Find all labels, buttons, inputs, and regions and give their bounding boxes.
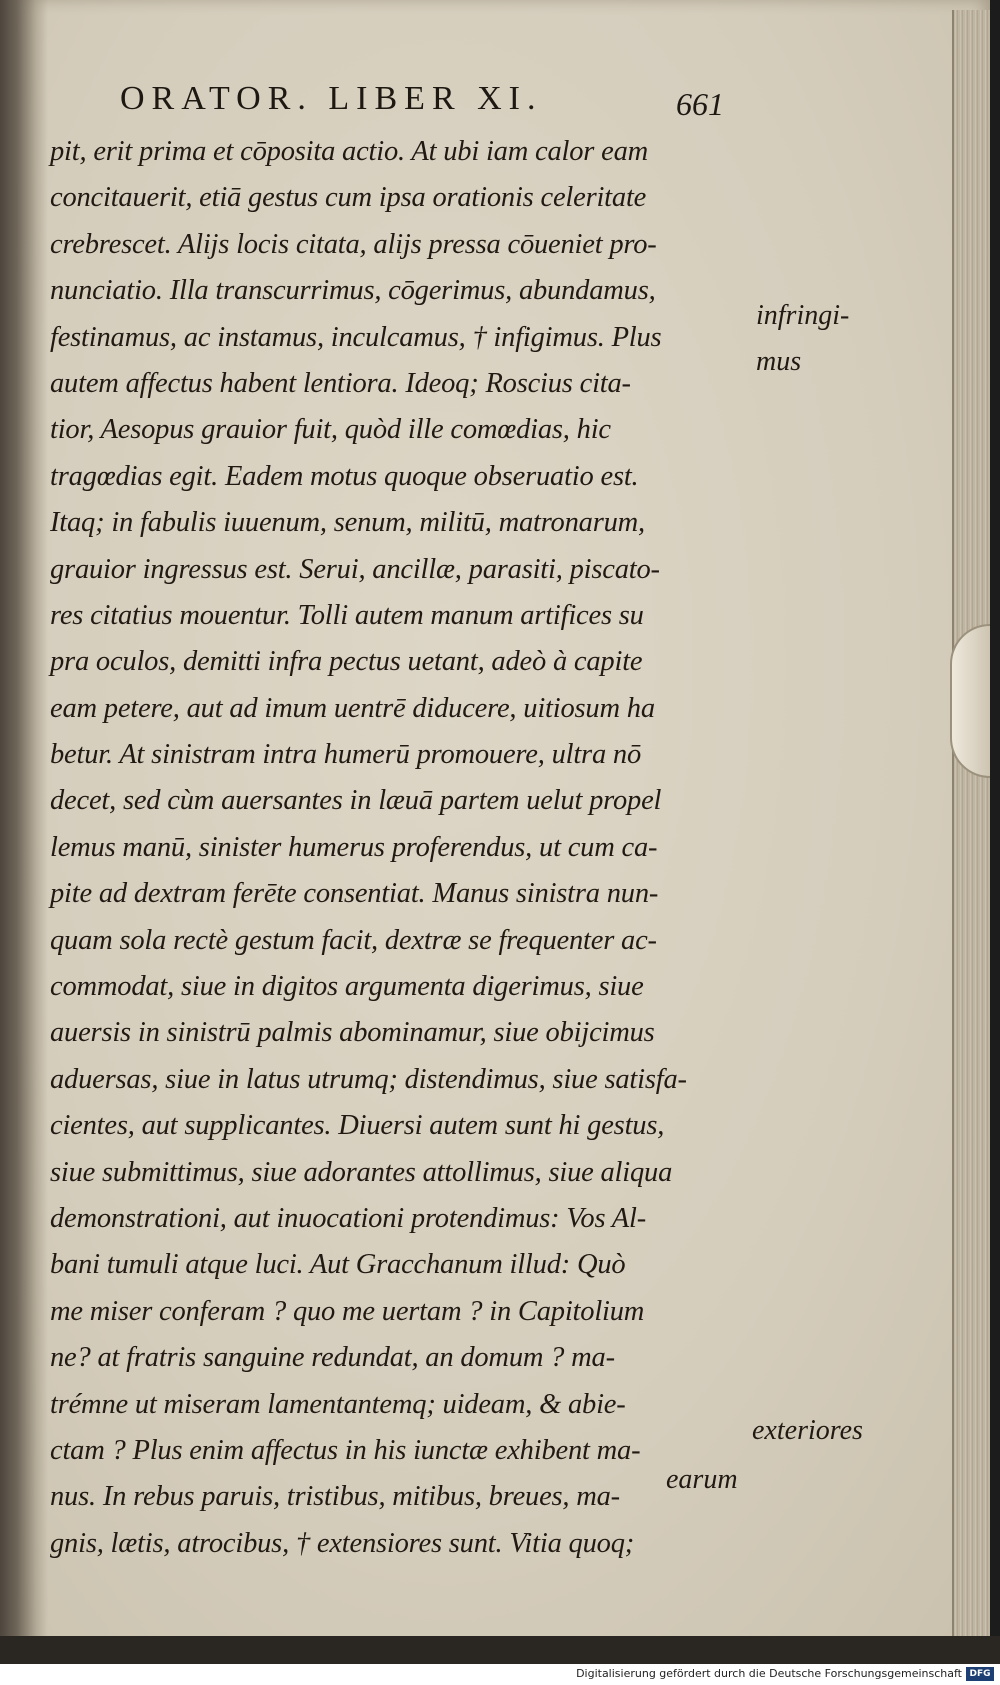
text-line: ctam ? Plus enim affectus in his iunctæ exhibent ma- [50,1434,641,1466]
marginal-note-infringimus-1: infringi- [756,300,850,331]
text-line: concitauerit, etiā gestus cum ipsa orationis celeritate [50,182,647,214]
text-line: nus. In rebus paruis, tristibus, mitibus, breues, ma- [50,1481,620,1513]
text-line: quam sola rectè gestum facit, dextræ se frequenter ac- [50,924,657,956]
text-line: me miser conferam ? quo me uertam ? in Capitolium [50,1295,645,1327]
text-line: siue submittimus, siue adorantes attollimus, siue aliqua [50,1156,673,1188]
binding-gutter [0,0,48,1660]
text-line: Itaq; in fabulis iuuenum, senum, militū, matronarum, [50,507,645,539]
text-line: nunciatio. Illa transcurrimus, cōgerimus, abundamus, [50,275,656,307]
body-text [50,129,770,1567]
text-line: decet, sed cùm auersantes in læuā partem uelut propel [50,785,662,817]
bookmark-clasp [950,624,990,778]
catchword: earum [666,1464,738,1495]
digitization-credit: Digitalisierung gefördert durch die Deutsche Forschungsgemeinschaft [576,1667,962,1680]
text-line: aduersas, siue in latus utrumq; distendimus, siue satisfa- [50,1063,687,1095]
text-line: ne? at fratris sanguine redundat, an domum ? ma- [50,1342,615,1374]
text-line: festinamus, ac instamus, inculcamus, † infigimus. Plus [50,321,662,353]
text-line: trémne ut miseram lamentantemq; uideam, & abie- [50,1388,626,1420]
page-fore-edge [952,10,990,1640]
running-head: ORATOR. LIBER XI. [120,80,543,117]
text-line: demonstrationi, aut inuocationi protendimus: Vos Al- [50,1202,647,1234]
text-line: tragœdias egit. Eadem motus quoque obseruatio est. [50,460,639,492]
text-line: lemus manū, sinister humerus proferendus, ut cum ca- [50,831,658,863]
dfg-logo: DFG [966,1667,994,1681]
marginal-note-exteriores: exteriores [752,1415,863,1446]
text-line: pra oculos, demitti infra pectus uetant, adeò à capite [50,646,643,678]
text-line: eam petere, aut ad imum uentrē diducere, uitiosum ha [50,692,655,724]
text-line: cientes, aut supplicantes. Diuersi autem sunt hi gestus, [50,1110,665,1142]
text-line: bani tumuli atque luci. Aut Gracchanum illud: Quò [50,1249,626,1281]
marginal-note-infringimus-2: mus [756,346,802,377]
text-line: grauior ingressus est. Serui, ancillæ, parasiti, piscato- [50,553,660,585]
text-line: gnis, lætis, atrocibus, † extensiores sunt. Vitia quoq; [50,1527,635,1559]
text-line: res citatius mouentur. Tolli autem manum artifices su [50,599,644,631]
text-line: betur. At sinistram intra humerū promouere, ultra nō [50,739,642,771]
text-line: crebrescet. Alijs locis citata, alijs pressa cōueniet pro- [50,228,657,260]
text-line: autem affectus habent lentiora. Ideoq; Roscius cita- [50,367,631,399]
text-line: tior, Aesopus grauior fuit, quòd ille comœdias, hic [50,414,611,446]
page-number: 661 [676,86,724,122]
scan-bottom-band [0,1636,1000,1664]
text-line: pite ad dextram ferēte consentiat. Manus sinistra nun- [50,878,659,910]
text-line: commodat, siue in digitos argumenta digerimus, siue [50,971,644,1003]
text-line: auersis in sinistrū palmis abominamur, siue obijcimus [50,1017,655,1049]
text-line: pit, erit prima et cōposita actio. At ubi iam calor eam [50,136,649,167]
